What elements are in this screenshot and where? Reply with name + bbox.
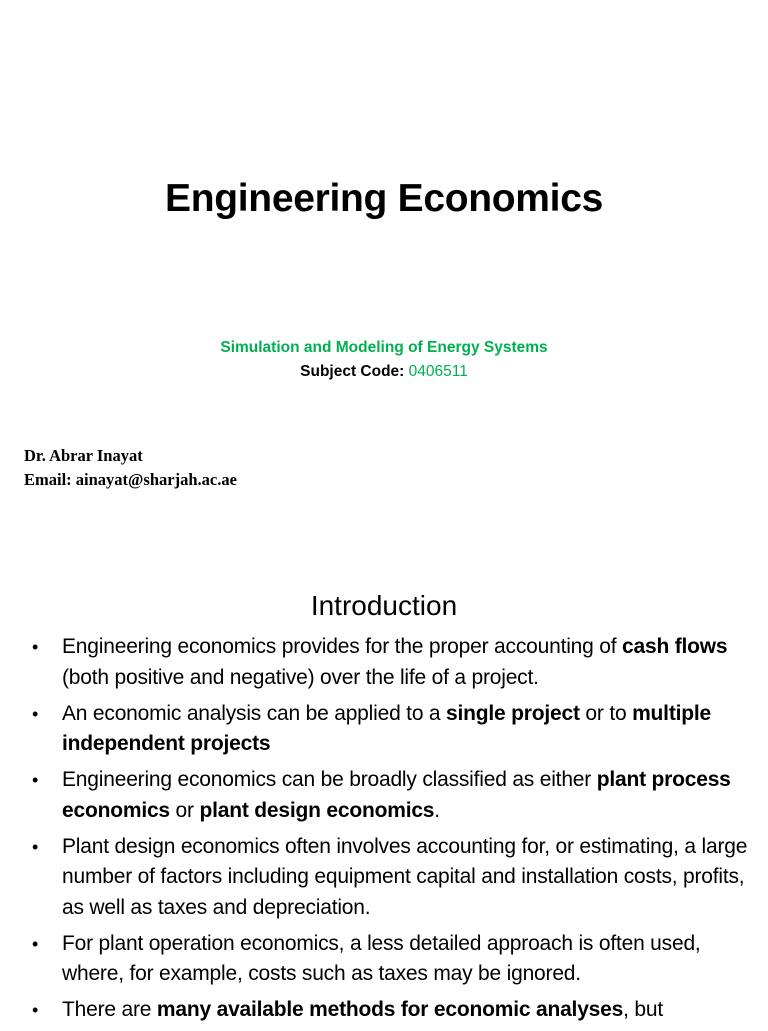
bullet-dot-icon: • [32, 1000, 39, 1020]
author-email-line [24, 468, 237, 492]
bullet-text: Engineering economics can be broadly classified as either [62, 768, 597, 791]
bullet-list [32, 632, 752, 1031]
bullet-item [32, 832, 752, 924]
bullet-text: or to [579, 701, 633, 725]
bullet-item [32, 765, 752, 826]
bullet-emphasis-text: single project [446, 701, 580, 725]
slide-heading: Introduction [310, 590, 458, 621]
slide-title: Engineering Economics [165, 177, 603, 220]
bullet-dot-icon: • [32, 933, 39, 954]
bullet-item [32, 929, 752, 990]
course-subtitle: Simulation and Modeling of Energy Systems [220, 339, 548, 356]
bullet-item [32, 632, 752, 693]
bullet-text: For plant operation economics, a less detailed approach is often used, where, for example, costs such as taxes may be ignored. [62, 931, 701, 985]
bullet-dot-icon: • [32, 836, 39, 857]
email-address: ainayat@sharjah.ac.ae [75, 470, 237, 489]
bullet-text: . [434, 798, 440, 822]
bullet-text: An economic analysis can be applied to a [62, 701, 447, 725]
bullet-emphasis-text: multiple independent projects [62, 701, 711, 755]
bullet-item [32, 995, 752, 1026]
subject-code-label: Subject Code: [300, 363, 405, 380]
subject-code-value: 0406511 [408, 363, 468, 380]
bullet-dot-icon: • [32, 703, 39, 724]
bullet-text: or [169, 798, 200, 822]
email-label: Email: [24, 470, 72, 489]
bullet-text: (both positive and negative) over the life of a project. [62, 665, 539, 689]
bullet-emphasis-text: many available methods for economic analyses [156, 998, 624, 1021]
bullet-emphasis-text: plant process economics [62, 768, 731, 822]
bullet-text: Engineering economics provides for the proper accounting of [62, 635, 623, 658]
author-name: Dr. Abrar Inayat [24, 446, 143, 465]
bullet-text: , but [623, 998, 663, 1021]
introduction-slide [0, 576, 768, 1024]
bullet-emphasis-text: cash flows [622, 635, 728, 658]
subject-code-line [0, 361, 768, 383]
bullet-text: There are [62, 998, 157, 1021]
bullet-dot-icon: • [32, 637, 39, 657]
bullet-emphasis-text: plant design economics [199, 798, 435, 822]
bullet-item [32, 699, 752, 760]
bullet-dot-icon: • [32, 770, 39, 790]
bullet-text: Plant design economics often involves accounting for, or estimating, a large number of factors including equipment capital and installation costs, profits, as well as taxes and depreciation. [62, 834, 748, 919]
